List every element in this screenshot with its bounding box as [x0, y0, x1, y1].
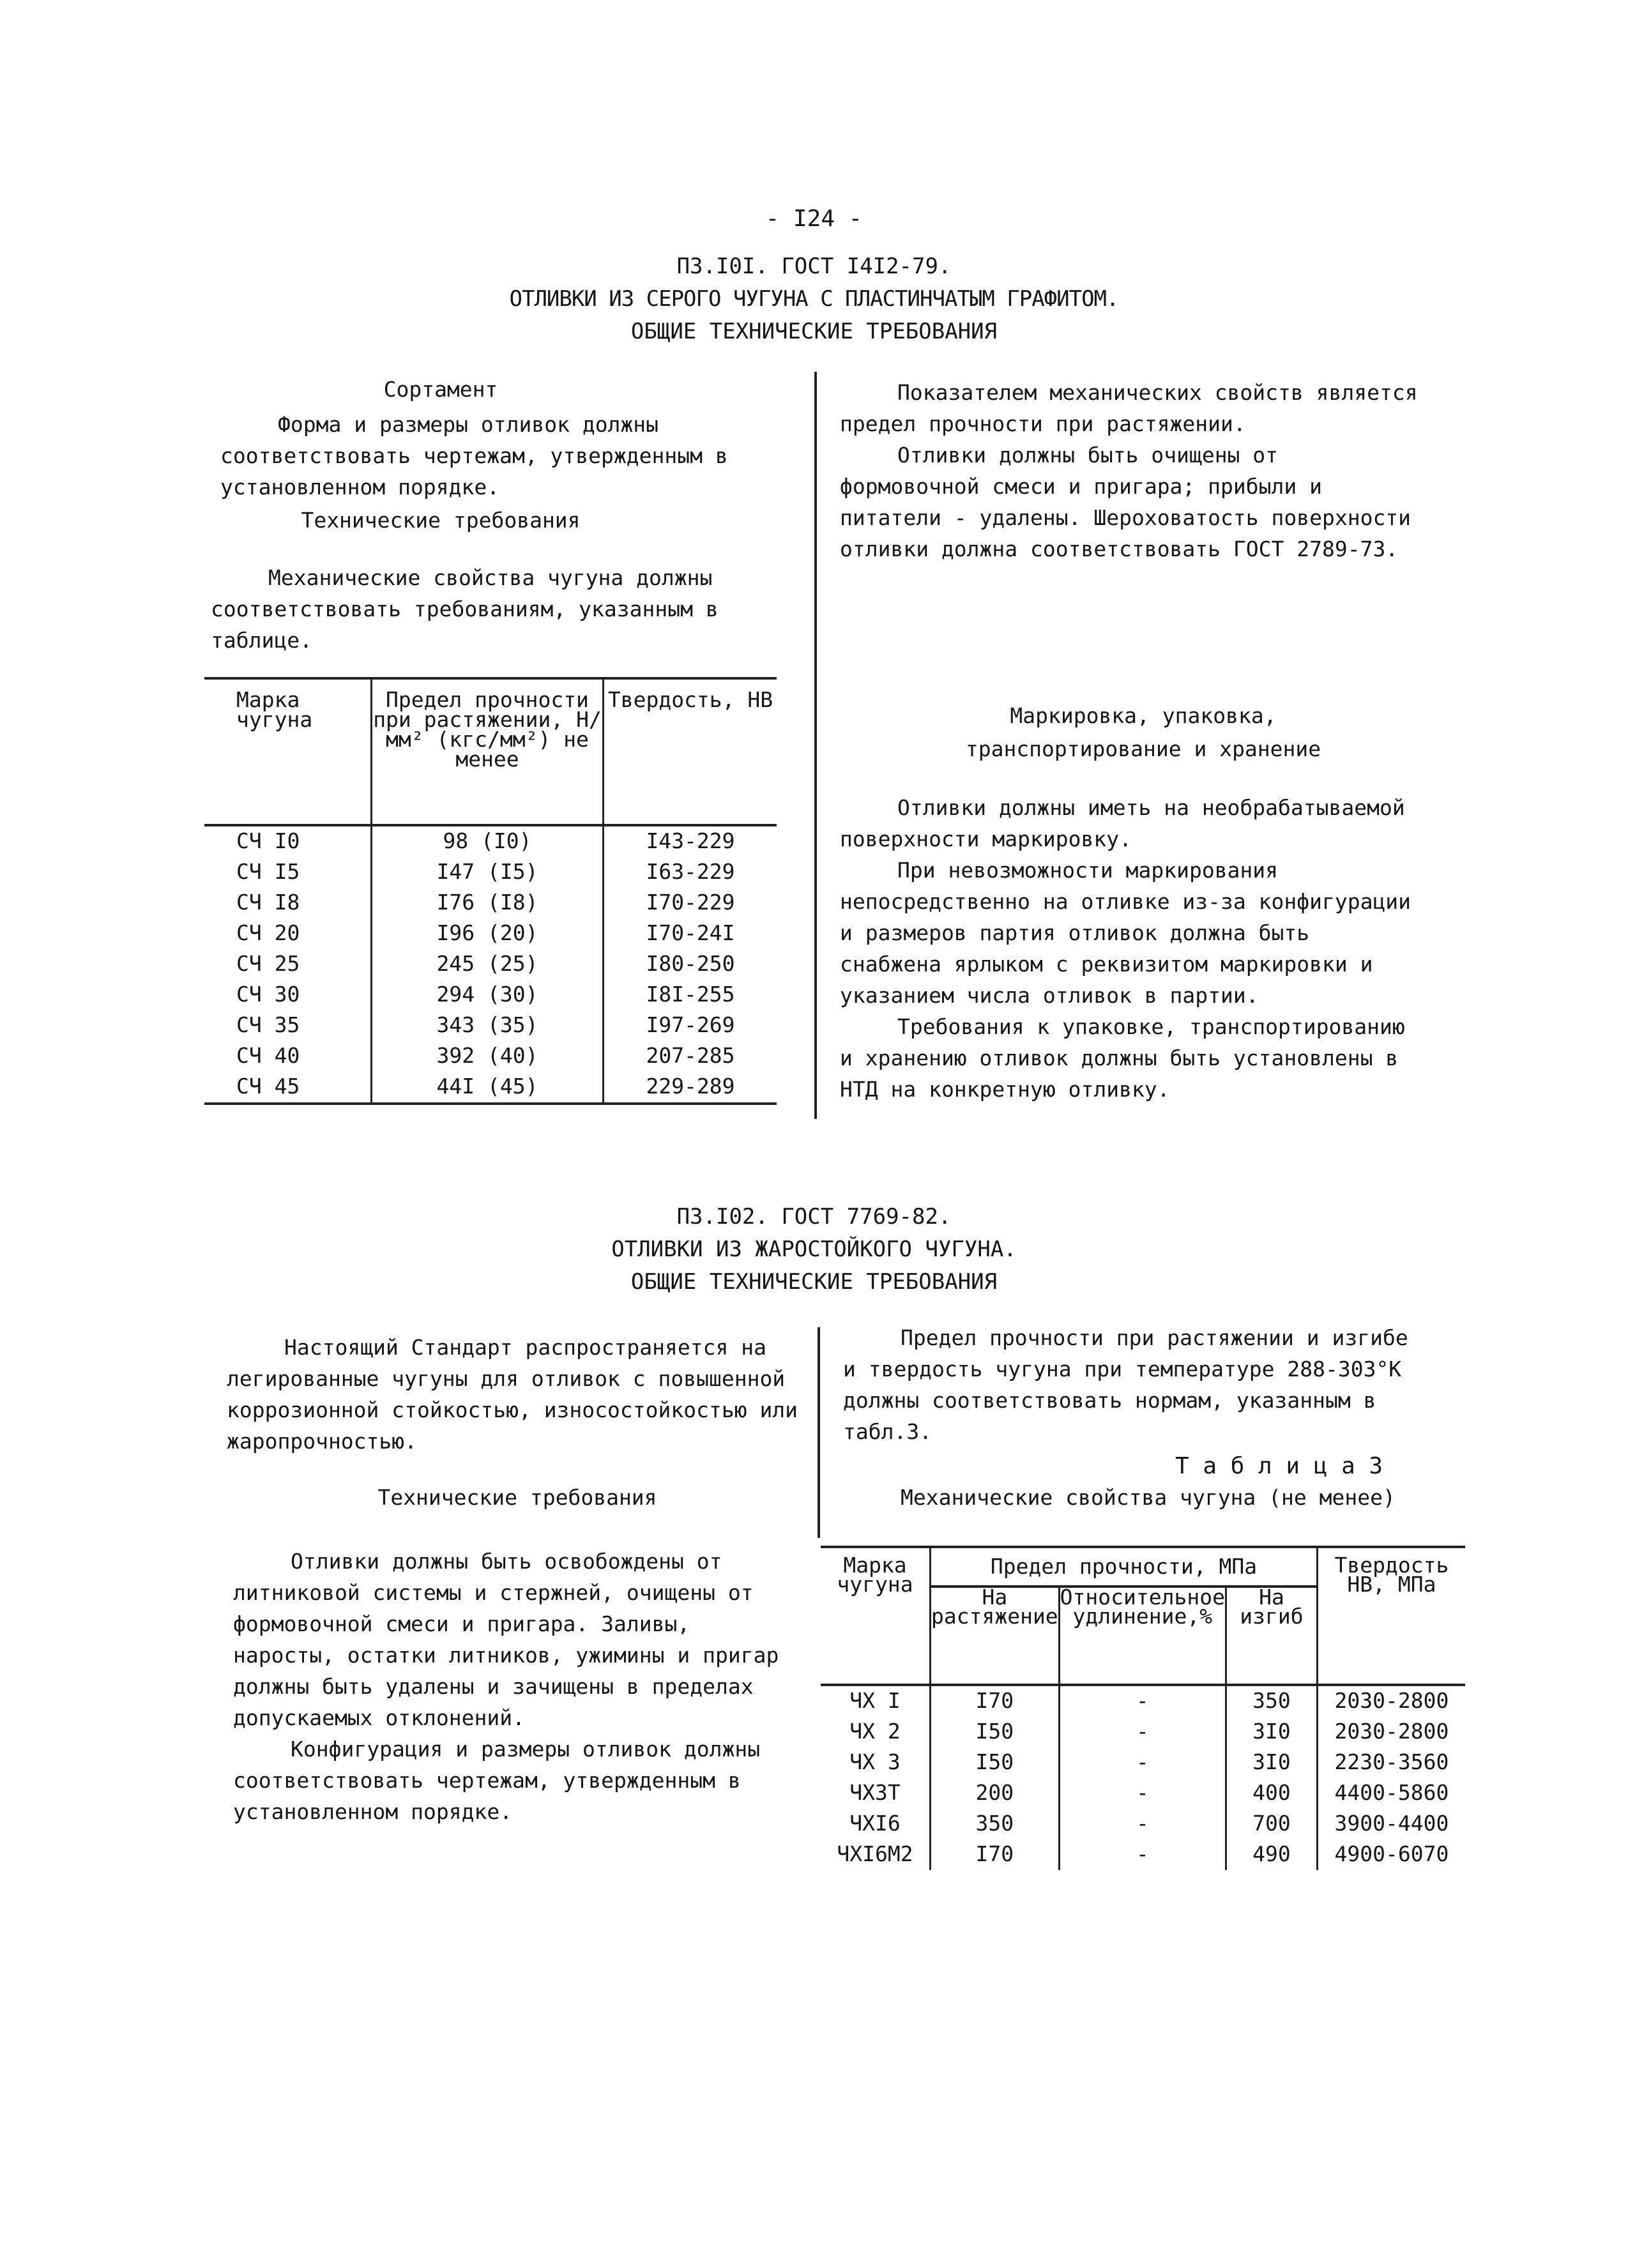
cell-hardness: 2030-2800: [1334, 1719, 1449, 1744]
header-hardness: Твердость, НВ: [604, 678, 777, 825]
table-row: [204, 980, 777, 1010]
cell-hardness: 2030-2800: [1334, 1688, 1449, 1713]
tech-paragraph: Механические свойства чугуна должны соответствовать требованиям, указанным в таблице.: [211, 565, 719, 653]
cell-grade: ЧХ 2: [821, 1717, 931, 1747]
mechanical-indicator-paragraph: Показателем механических свойств является предел прочности при растяжении.: [840, 380, 1418, 436]
cell-hardness: I80-250: [646, 951, 735, 976]
cell-hardness: 3900-4400: [1334, 1811, 1449, 1836]
cell-hardness: I70-229: [646, 890, 735, 915]
configuration-paragraph: Конфигурация и размеры отливок должны соответствовать чертежам, утвержденным в установленном порядке.: [233, 1737, 761, 1824]
header-tensile-strength: Предел прочности при растяжении, Н/мм² (кгс/мм²) не менее: [372, 678, 604, 825]
cell-tensile: I70: [931, 1685, 1060, 1717]
cell-hardness: 4900-6070: [1334, 1841, 1449, 1866]
cell-elongation: -: [1059, 1685, 1226, 1717]
intro-paragraph: Настоящий Стандарт распространяется на легированные чугуны для отливок с повышенной коррозионной стойкостью, износостойкостью или жаропрочностью.: [227, 1335, 798, 1454]
section2-tech-heading: Технические требования: [377, 1485, 657, 1510]
table-row: [204, 949, 777, 980]
cell-tensile: I50: [931, 1747, 1060, 1778]
cell-hardness: 4400-5860: [1334, 1780, 1449, 1805]
table-row: [204, 857, 777, 888]
table-row: [821, 1778, 1465, 1809]
cell-grade: СЧ 20: [204, 918, 372, 949]
heat-resistant-cast-iron-table: [821, 1546, 1465, 1870]
marking-heading-line1: Маркировка, упаковка,: [1010, 703, 1277, 728]
table-row: [204, 1072, 777, 1104]
cell-hardness: I8I-255: [646, 982, 735, 1007]
section2-title-line2: ОТЛИВКИ ИЗ ЖАРОСТОЙКОГО ЧУГУНА.: [611, 1237, 1017, 1262]
cleanup-paragraph: Отливки должны быть освобождены от литниковой системы и стержней, очищены от формовочной смеси и пригара. Заливы, наросты, остатки литников, ужимины и пригар должны быть удалены и зачищены в пределах допускаемых отклонений.: [233, 1549, 779, 1730]
cell-grade: СЧ 30: [204, 980, 372, 1010]
cell-grade: ЧХ3Т: [821, 1778, 931, 1809]
cell-grade: СЧ 45: [204, 1072, 372, 1104]
table-row: [204, 825, 777, 857]
tech-requirements-text: [211, 562, 786, 656]
t3-header-grade: Марка чугуна: [821, 1547, 931, 1685]
table-row: [204, 918, 777, 949]
cell-hardness: 2230-3560: [1334, 1749, 1449, 1774]
section2-intro: [227, 1332, 802, 1457]
section2-title-line3: ОБЩИЕ ТЕХНИЧЕСКИЕ ТРЕБОВАНИЯ: [630, 1269, 998, 1295]
cell-tensile: I70: [931, 1839, 1060, 1870]
cell-hardness: I70-24I: [646, 920, 735, 945]
cell-grade: СЧ I5: [204, 857, 372, 888]
cell-tensile: 350: [931, 1809, 1060, 1839]
cell-tensile: I50: [931, 1717, 1060, 1747]
column-divider: [818, 1327, 820, 1538]
cell-grade: СЧ 40: [204, 1041, 372, 1072]
cell-elongation: -: [1059, 1778, 1226, 1809]
cell-strength: 98 (I0): [372, 825, 604, 857]
header-grade: Марка чугуна: [204, 678, 372, 825]
assortment-heading: Сортамент: [383, 377, 498, 402]
column-divider: [814, 372, 817, 1119]
cell-elongation: -: [1059, 1809, 1226, 1839]
cell-grade: СЧ 25: [204, 949, 372, 980]
cell-bending: 490: [1226, 1839, 1317, 1870]
section2-title-line1: П3.I02. ГОСТ 7769-82.: [676, 1204, 952, 1229]
t3-header-hardness: Твердость НВ, МПа: [1317, 1547, 1465, 1685]
cell-bending: 400: [1226, 1778, 1317, 1809]
section2-right-text: [843, 1322, 1427, 1447]
t3-header-elongation: Относительное удлинение,%: [1059, 1587, 1226, 1685]
t3-header-tensile: На растяжение: [931, 1587, 1060, 1685]
table-row: [204, 888, 777, 918]
table-row: [821, 1839, 1465, 1870]
cell-elongation: -: [1059, 1839, 1226, 1870]
table-caption: Механические свойства чугуна (не менее): [901, 1485, 1396, 1510]
marking-heading-line2: транспортирование и хранение: [965, 736, 1321, 761]
cell-hardness: I97-269: [646, 1012, 735, 1037]
tech-requirements-heading: Технические требования: [301, 508, 581, 533]
cell-tensile: 200: [931, 1778, 1060, 1809]
cell-grade: СЧ I8: [204, 888, 372, 918]
cell-strength: 392 (40): [372, 1041, 604, 1072]
strength-norms-paragraph: Предел прочности при растяжении и изгибе и твердость чугуна при температуре 288-303°К должны соответствовать нормам, указанным в табл.3.: [843, 1325, 1408, 1444]
section2-tech-text: [233, 1546, 802, 1827]
marking-heading: [840, 699, 1447, 766]
t3-header-bending: На изгиб: [1226, 1587, 1317, 1685]
table-row: [821, 1809, 1465, 1839]
cell-grade: ЧХ 3: [821, 1747, 931, 1778]
cell-strength: 343 (35): [372, 1010, 604, 1041]
cell-elongation: -: [1059, 1747, 1226, 1778]
cell-strength: 245 (25): [372, 949, 604, 980]
table-row: [204, 1010, 777, 1041]
cell-hardness: I63-229: [646, 859, 735, 884]
table-row: [821, 1717, 1465, 1747]
cast-iron-grades-table: [204, 677, 777, 1105]
section1-title-line1: П3.I0I. ГОСТ I4I2-79.: [676, 254, 952, 279]
cleaning-paragraph: Отливки должны быть очищены от формовочной смеси и пригара; прибыли и питатели - удалены. Шероховатость поверхности отливки должна соответствовать ГОСТ 2789-73.: [840, 443, 1411, 561]
cell-grade: ЧХI6: [821, 1809, 931, 1839]
cell-hardness: 207-285: [646, 1043, 735, 1068]
cell-bending: 3I0: [1226, 1717, 1317, 1747]
packaging-paragraph: Требования к упаковке, транспортированию и хранению отливок должны быть установлены в НТД на конкретную отливку.: [840, 1014, 1405, 1102]
page-number: - I24 -: [765, 206, 863, 232]
cell-bending: 700: [1226, 1809, 1317, 1839]
section1-right-text: [840, 377, 1418, 565]
section1-title-line3: ОБЩИЕ ТЕХНИЧЕСКИЕ ТРЕБОВАНИЯ: [630, 319, 998, 344]
table-row: [204, 1041, 777, 1072]
marking-text: [840, 792, 1418, 1105]
cell-grade: ЧХ I: [821, 1685, 931, 1717]
table-label: Т а б л и ц а 3: [1175, 1453, 1383, 1479]
cell-grade: СЧ I0: [204, 825, 372, 857]
table-row: [821, 1685, 1465, 1717]
cell-elongation: -: [1059, 1717, 1226, 1747]
t3-header-strength: Предел прочности, МПа: [931, 1547, 1318, 1587]
cell-hardness: I43-229: [646, 828, 735, 853]
section1-title-line2: ОТЛИВКИ ИЗ СЕРОГО ЧУГУНА С ПЛАСТИНЧАТЫМ ГРАФИТОМ.: [509, 286, 1119, 312]
cell-grade: СЧ 35: [204, 1010, 372, 1041]
cell-grade: ЧХI6М2: [821, 1839, 931, 1870]
marking-paragraph: Отливки должны иметь на необрабатываемой поверхности маркировку.: [840, 795, 1405, 851]
label-paragraph: При невозможности маркирования непосредственно на отливке из-за конфигурации и размеров партия отливок должна быть снабжена ярлыком с реквизитом маркировки и указанием числа отливок в партии.: [840, 858, 1411, 1008]
assortment-paragraph: Форма и размеры отливок должны соответствовать чертежам, утвержденным в установленном порядке.: [220, 412, 728, 499]
cell-hardness: 229-289: [604, 1072, 777, 1104]
cell-bending: 3I0: [1226, 1747, 1317, 1778]
assortment-text: [220, 409, 782, 503]
cell-strength: I76 (I8): [372, 888, 604, 918]
cell-strength: 44I (45): [372, 1072, 604, 1104]
cell-strength: I47 (I5): [372, 857, 604, 888]
cell-strength: I96 (20): [372, 918, 604, 949]
cell-bending: 350: [1226, 1685, 1317, 1717]
cell-strength: 294 (30): [372, 980, 604, 1010]
table-row: [821, 1747, 1465, 1778]
